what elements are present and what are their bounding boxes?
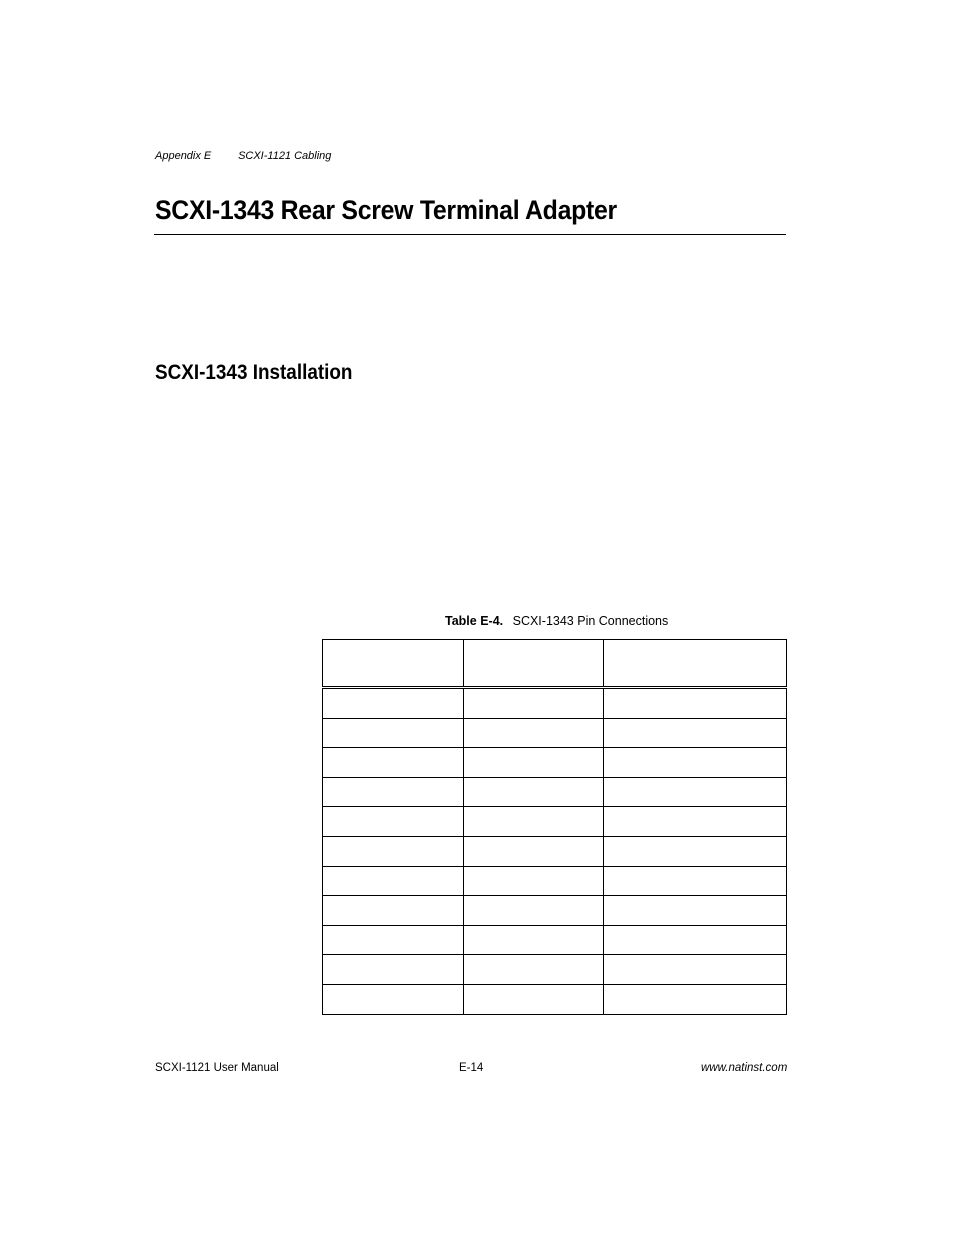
table-header-cell [323,640,464,688]
table-cell [604,866,787,896]
table-header-cell [604,640,787,688]
running-header [155,150,331,162]
title-rule [154,234,786,235]
header-chapter: SCXI-1121 Cabling [238,150,332,162]
table-header-row [323,640,787,688]
table-cell [323,955,464,985]
table-row [323,718,787,748]
table-row [323,866,787,896]
table-cell [323,925,464,955]
table-cell [323,896,464,926]
table-cell [604,807,787,837]
table-cell [604,836,787,866]
table-cell [464,777,604,807]
table-row [323,807,787,837]
table-header-cell [464,640,604,688]
table-cell [323,984,464,1014]
page-title: SCXI-1343 Rear Screw Terminal Adapter [155,195,617,225]
table-cell [323,777,464,807]
table-cell [604,955,787,985]
table-cell [464,866,604,896]
table-cell [323,718,464,748]
section-heading: SCXI-1343 Installation [155,361,353,384]
table-cell [464,896,604,926]
table-row [323,955,787,985]
table-caption [445,614,668,628]
table-cell [464,718,604,748]
table-cell [323,836,464,866]
table-row [323,688,787,719]
table-cell [464,955,604,985]
footer-manual-title: SCXI-1121 User Manual [155,1062,279,1074]
table-row [323,984,787,1014]
table-cell [604,984,787,1014]
table-cell [604,688,787,719]
table-caption-text: SCXI-1343 Pin Connections [512,614,669,628]
table-row [323,777,787,807]
table-cell [323,807,464,837]
table-cell [323,688,464,719]
table-row [323,896,787,926]
table-cell [464,925,604,955]
table-row [323,748,787,778]
header-appendix: Appendix E [155,150,212,162]
table-row [323,836,787,866]
pin-connections-table [322,639,787,1015]
table-cell [464,807,604,837]
footer-page-number: E-14 [459,1062,484,1074]
table-cell [464,984,604,1014]
table-cell [464,836,604,866]
table-caption-label: Table E-4. [445,614,504,628]
table-row [323,925,787,955]
table-cell [323,748,464,778]
footer-url-link[interactable]: www.natinst.com [701,1062,788,1074]
table-cell [604,777,787,807]
table-cell [604,718,787,748]
table-cell [604,896,787,926]
table-cell [323,866,464,896]
table-cell [604,925,787,955]
table-cell [604,748,787,778]
table-cell [464,688,604,719]
table-cell [464,748,604,778]
